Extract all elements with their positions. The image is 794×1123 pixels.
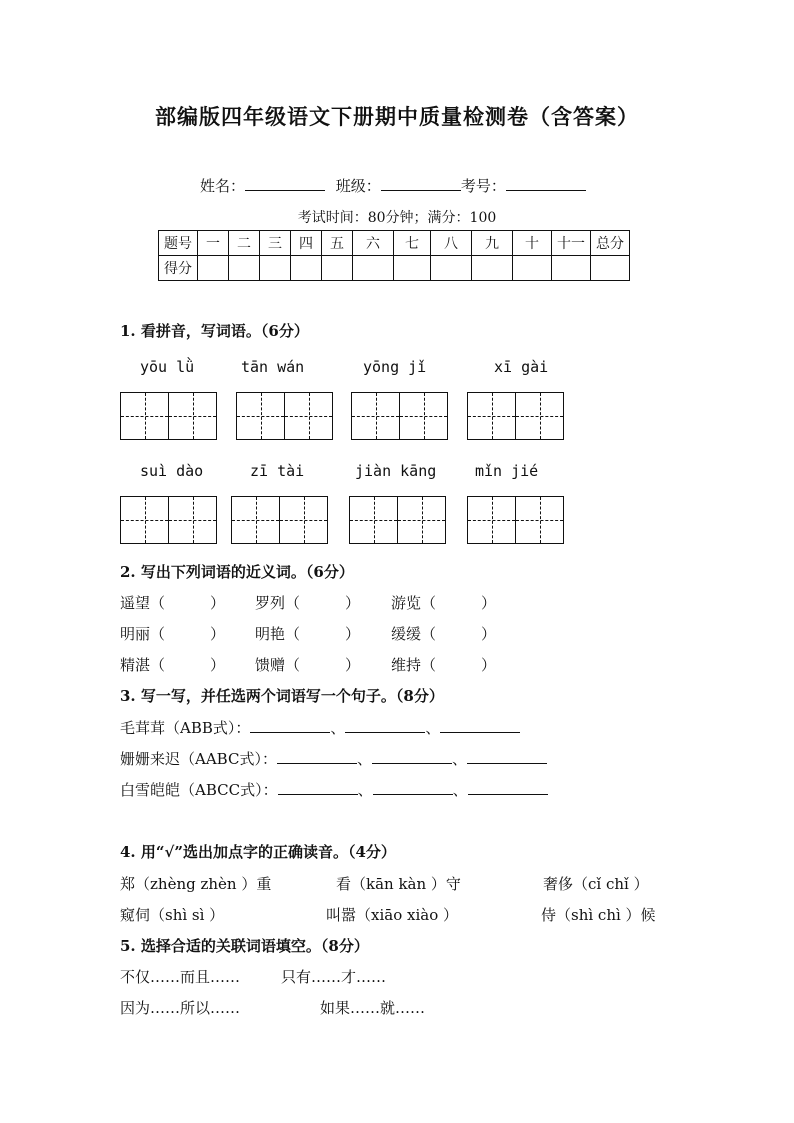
separator: 、 [452, 781, 468, 799]
question-1-heading: 1. 看拼音，写词语。（6分） [120, 322, 309, 340]
pinyin-3: yōng jǐ [363, 358, 427, 376]
score-table [158, 230, 630, 281]
exam-no-blank[interactable] [506, 176, 586, 191]
score-cell[interactable] [322, 256, 353, 281]
pinyin-7: jiàn kāng [355, 462, 437, 480]
table-header-cell: 九 [472, 231, 513, 256]
word-pattern-line [120, 717, 520, 738]
pinyin-8: mǐn jié [475, 462, 539, 480]
class-label: 班级： [335, 177, 381, 195]
student-info-line [200, 175, 586, 196]
table-row-label: 得分 [159, 256, 198, 281]
tianzige-box-6[interactable] [231, 496, 328, 544]
table-header-cell: 六 [353, 231, 394, 256]
score-cell[interactable] [431, 256, 472, 281]
table-header-cell: 一 [198, 231, 229, 256]
answer-blank[interactable] [440, 718, 520, 733]
pronunciation-item[interactable]: 窥伺（shì sì ） [120, 906, 225, 924]
question-4-heading: 4. 用“√”选出加点字的正确读音。（4分） [120, 843, 396, 861]
pattern-label: 白雪皑皑（ABCC式）： [120, 781, 278, 799]
table-header-cell: 十一 [552, 231, 591, 256]
answer-blank[interactable] [467, 749, 547, 764]
score-cell[interactable] [394, 256, 431, 281]
question-2-heading: 2. 写出下列词语的近义词。（6分） [120, 563, 354, 581]
pronunciation-item[interactable]: 郑（zhèng zhèn ）重 [120, 875, 272, 893]
pattern-label: 毛茸茸（ABB式）： [120, 719, 251, 737]
answer-blank[interactable] [278, 780, 358, 795]
pinyin-4: xī gài [494, 358, 549, 376]
exam-no-label: 考号： [460, 177, 506, 195]
score-cell[interactable] [552, 256, 591, 281]
pronunciation-item[interactable]: 侍（shì chì ）候 [541, 906, 656, 924]
score-cell[interactable] [353, 256, 394, 281]
word-pattern-line [120, 748, 547, 769]
separator: 、 [425, 719, 441, 737]
conjunction-option: 因为……所以…… [120, 999, 241, 1017]
synonym-item: 罗列（ ） [255, 594, 361, 612]
score-cell[interactable] [513, 256, 552, 281]
answer-blank[interactable] [250, 718, 330, 733]
pattern-label: 姗姗来迟（AABC式）： [120, 750, 277, 768]
score-cell[interactable] [472, 256, 513, 281]
tianzige-box-5[interactable] [120, 496, 217, 544]
table-header-cell: 总分 [591, 231, 630, 256]
synonym-item: 明艳（ ） [255, 625, 361, 643]
table-header-cell: 三 [260, 231, 291, 256]
synonym-item: 馈赠（ ） [255, 656, 361, 674]
score-cell[interactable] [291, 256, 322, 281]
score-table-header-row [159, 231, 630, 256]
name-blank[interactable] [245, 176, 325, 191]
pronunciation-item[interactable]: 叫嚣（xiāo xiào ） [326, 906, 458, 924]
name-label: 姓名： [200, 177, 246, 195]
conjunction-option: 只有……才…… [281, 968, 387, 986]
answer-blank[interactable] [277, 749, 357, 764]
conjunction-option: 不仅……而且…… [120, 968, 241, 986]
synonym-item: 缓缓（ ） [391, 625, 497, 643]
conjunction-option: 如果……就…… [320, 999, 426, 1017]
class-blank[interactable] [381, 176, 461, 191]
score-cell[interactable] [260, 256, 291, 281]
table-header-cell: 五 [322, 231, 353, 256]
score-cell[interactable] [198, 256, 229, 281]
question-5-heading: 5. 选择合适的关联词语填空。（8分） [120, 937, 369, 955]
tianzige-box-3[interactable] [351, 392, 448, 440]
separator: 、 [451, 750, 467, 768]
synonym-item: 游览（ ） [391, 594, 497, 612]
word-pattern-line [120, 779, 548, 800]
table-header-cell: 题号 [159, 231, 198, 256]
pinyin-1: yōu lǜ [140, 358, 195, 376]
answer-blank[interactable] [372, 749, 452, 764]
pinyin-6: zī tài [250, 462, 305, 480]
score-cell[interactable] [229, 256, 260, 281]
pinyin-5: suì dào [140, 462, 204, 480]
separator: 、 [356, 750, 372, 768]
table-header-cell: 十 [513, 231, 552, 256]
separator: 、 [330, 719, 346, 737]
pronunciation-item[interactable]: 奢侈（cǐ chǐ ） [543, 875, 649, 893]
tianzige-box-7[interactable] [349, 496, 446, 544]
pronunciation-item[interactable]: 看（kān kàn ）守 [336, 875, 461, 893]
tianzige-box-8[interactable] [467, 496, 564, 544]
score-cell[interactable] [591, 256, 630, 281]
page-title: 部编版四年级语文下册期中质量检测卷（含答案） [155, 104, 639, 129]
tianzige-box-1[interactable] [120, 392, 217, 440]
synonym-item: 遥望（ ） [120, 594, 226, 612]
table-header-cell: 四 [291, 231, 322, 256]
separator: 、 [357, 781, 373, 799]
answer-blank[interactable] [468, 780, 548, 795]
answer-blank[interactable] [345, 718, 425, 733]
tianzige-box-2[interactable] [236, 392, 333, 440]
synonym-item: 精湛（ ） [120, 656, 226, 674]
score-table-score-row [159, 256, 630, 281]
exam-time-line: 考试时间：80分钟；满分：100 [297, 210, 497, 226]
synonym-item: 维持（ ） [391, 656, 497, 674]
tianzige-box-4[interactable] [467, 392, 564, 440]
answer-blank[interactable] [373, 780, 453, 795]
table-header-cell: 七 [394, 231, 431, 256]
table-header-cell: 二 [229, 231, 260, 256]
synonym-item: 明丽（ ） [120, 625, 226, 643]
pinyin-2: tān wán [241, 358, 305, 376]
question-3-heading: 3. 写一写，并任选两个词语写一个句子。（8分） [120, 687, 444, 705]
table-header-cell: 八 [431, 231, 472, 256]
